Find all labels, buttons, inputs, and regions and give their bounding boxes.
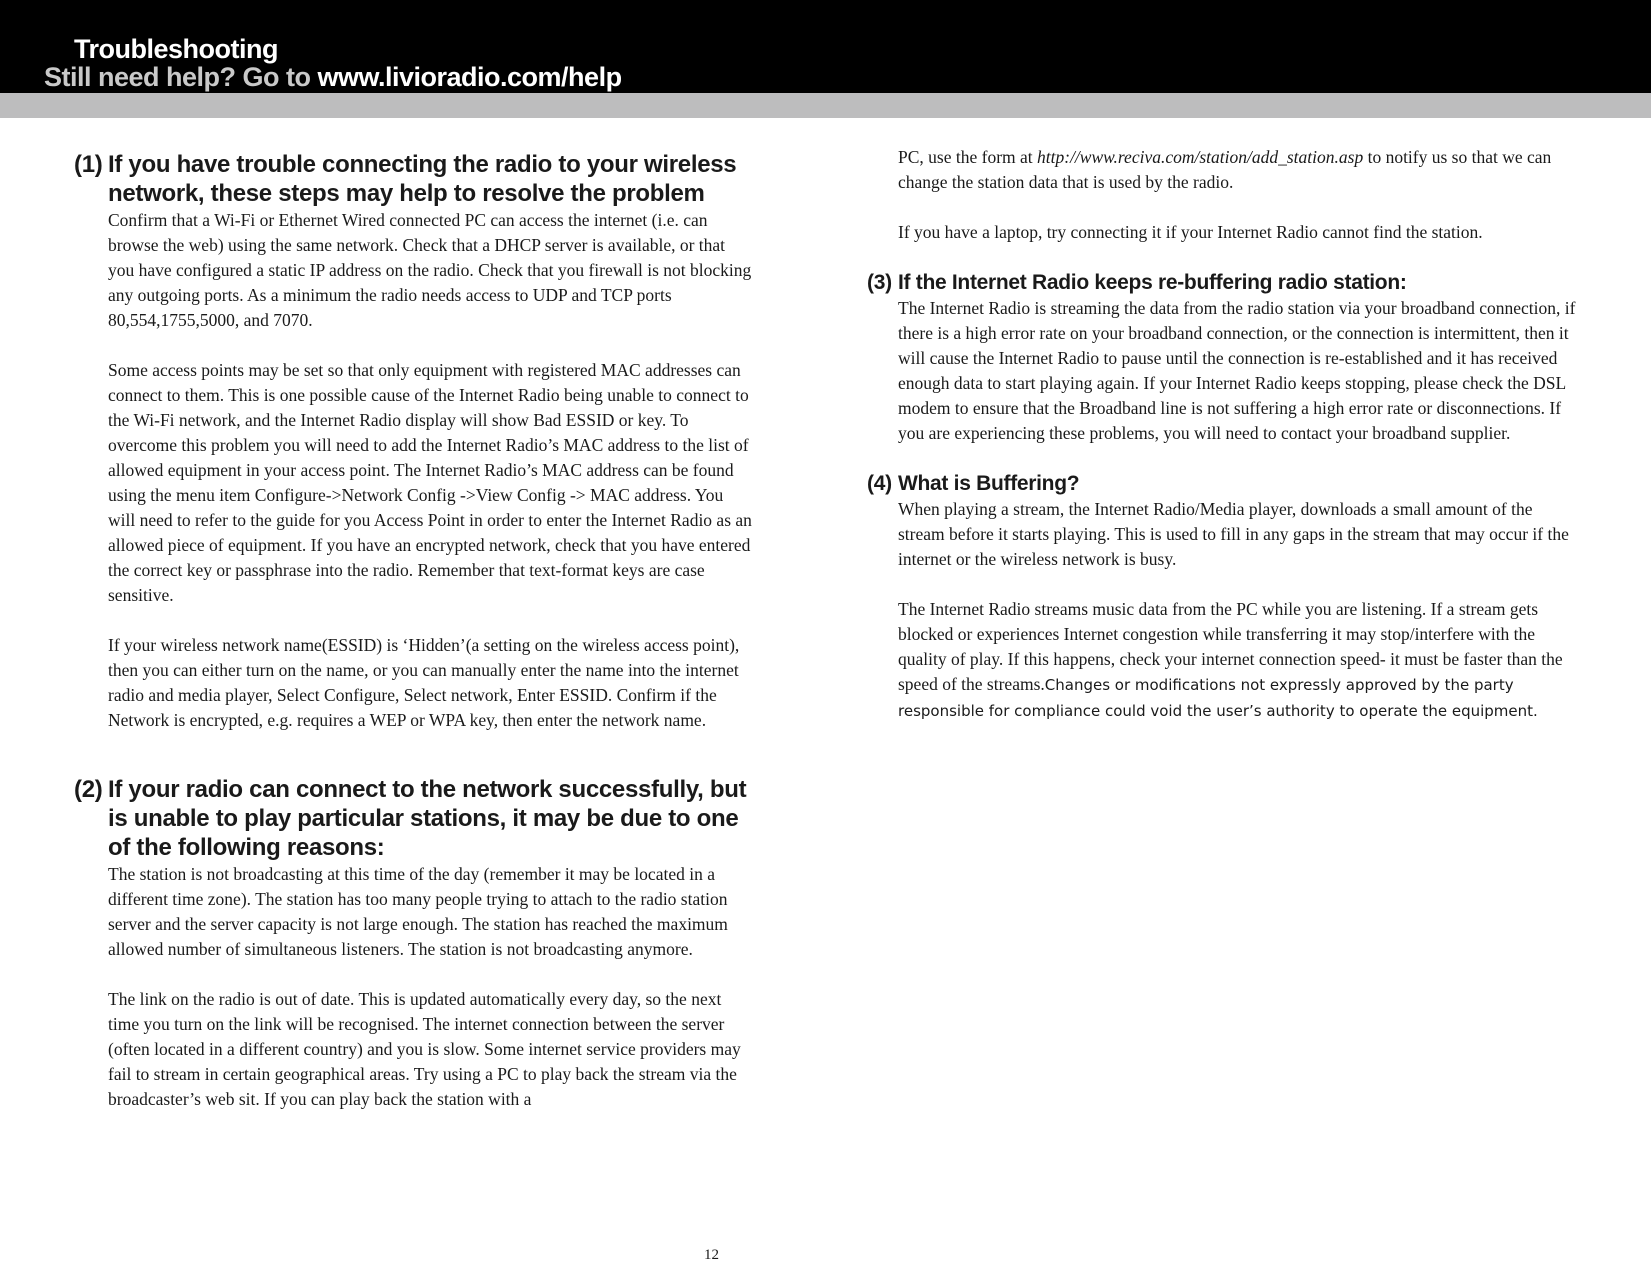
- section-3-heading-text: If the Internet Radio keeps re-buffering radio station:: [898, 271, 1407, 294]
- section-1-paragraph: Some access points may be set so that only equipment with registered MAC addresses can connect to them. This is one possible cause of the Internet Radio being unable to connect to the Wi-Fi network, and the Internet Radio display will show Bad ESSID or key. To overcome this problem you will need to add the Internet Radio’s MAC address to the list of allowed equipment in your access point. The Internet Radio’s MAC address can be found using the menu item Configure->Network Config ->View Config -> MAC address. You will need to refer to the guide for you Access Point in order to enter the Internet Radio as an allowed piece of equipment. If you have an encrypted network, check that you have entered the correct key or passphrase into the radio. Remember that text-format keys are case sensitive.: [108, 360, 752, 605]
- section-3-paragraph: The Internet Radio is streaming the data from the radio station via your broadband connection, if there is a high error rate on your broadband connection, or the connection is intermittent, then it will cause the Internet Radio to pause until the connection is re-established and it has received enough data to start playing again. If your Internet Radio keeps stopping, please check the DSL modem to ensure that the Broadband line is not suffering a high error rate or disconnections. If you are experiencing these problems, you will need to contact your broadband supplier.: [898, 298, 1576, 443]
- section-1-heading-text: If you have trouble connecting the radio to your wireless network, these steps may help to resolve the problem: [108, 151, 737, 207]
- left-column: [74, 150, 754, 1112]
- streaming-note: The Internet Radio streams music data from the PC while you are listening. If a stream gets blocked or experiences Internet congestion while transferring it may stop/interfere with the quality of play. If this happens, check your internet connection speed- it must be faster than the speed of the streams.: [898, 599, 1563, 694]
- help-line: [44, 64, 622, 91]
- laptop-tip: If you have a laptop, try connecting it if your Internet Radio cannot find the station.: [898, 222, 1483, 242]
- help-url[interactable]: www.livioradio.com/help: [317, 62, 622, 92]
- section-2-heading-text: If your radio can connect to the network successfully, but is unable to play particular stations, it may be due to one of the following reasons:: [108, 776, 747, 861]
- section-4-heading: [867, 471, 1578, 497]
- section-2-number: (2): [74, 776, 103, 803]
- gray-band: [0, 93, 1651, 118]
- section-1-paragraph: Confirm that a Wi-Fi or Ethernet Wired connected PC can access the internet (i.e. can browse the web) using the same network. Check that a DHCP server is available, or that you have configured a static IP address on the radio. Check that you firewall is not blocking any outgoing ports. As a minimum the radio needs access to UDP and TCP ports 80,554,1755,5000, and 7070.: [108, 210, 752, 330]
- section-4-heading-text: What is Buffering?: [898, 472, 1080, 495]
- section-2: [74, 775, 754, 1112]
- section-title: Troubleshooting: [74, 34, 278, 64]
- section-2-paragraph: The station is not broadcasting at this time of the day (remember it may be located in a different time zone). The station has too many people trying to attach to the radio station server and the server capacity is not large enough. The station has reached the maximum allowed number of simultaneous listeners. The station is not broadcasting anymore.: [108, 864, 728, 959]
- section-3-number: (3): [867, 271, 892, 294]
- section-2-continued: [898, 145, 1578, 195]
- continued-prefix: PC, use the form at: [898, 147, 1038, 167]
- section-4-last-paragraph: [898, 597, 1578, 724]
- section-4-paragraph: When playing a stream, the Internet Radio/Media player, downloads a small amount of the stream before it starts playing. This is used to fill in any gaps in the stream that may occur if the internet or the wireless network is busy.: [898, 499, 1569, 569]
- fcc-compliance-note: Changes or modifications not expressly approved by the party responsible for compliance could void the user’s authority to operate the equipment.: [898, 676, 1538, 720]
- section-1-paragraph: If your wireless network name(ESSID) is ‘Hidden’(a setting on the wireless access point), then you can either turn on the name, or you can manually enter the name into the internet radio and media player, Select Configure, Select network, Enter ESSID. Confirm if the Network is encrypted, e.g. requires a WEP or WPA key, then enter the network name.: [108, 635, 740, 730]
- page-number: 12: [704, 1247, 719, 1263]
- section-3: [867, 270, 1578, 446]
- right-column: [867, 145, 1578, 724]
- section-2-paragraph: The link on the radio is out of date. This is updated automatically every day, so the next time you turn on the link will be recognised. The internet connection between the server (often located in a different country) and you is slow. Some internet service providers may fail to stream in certain geographical areas. Try using a PC to play back the stream via the broadcaster’s web sit. If you can play back the station with a: [108, 989, 741, 1109]
- section-2-heading: [74, 775, 754, 862]
- section-4: [867, 471, 1578, 724]
- section-3-heading: [867, 270, 1578, 296]
- continued-suffix: to notify us so that we can change the station data that is used by the radio.: [898, 147, 1552, 192]
- section-4-number: (4): [867, 472, 892, 495]
- add-station-url[interactable]: http://www.reciva.com/station/add_station.asp: [1037, 147, 1364, 167]
- section-1-number: (1): [74, 151, 103, 178]
- section-1-heading: [74, 150, 754, 208]
- section-1: [74, 150, 754, 733]
- help-prefix: Still need help? Go to: [44, 62, 318, 92]
